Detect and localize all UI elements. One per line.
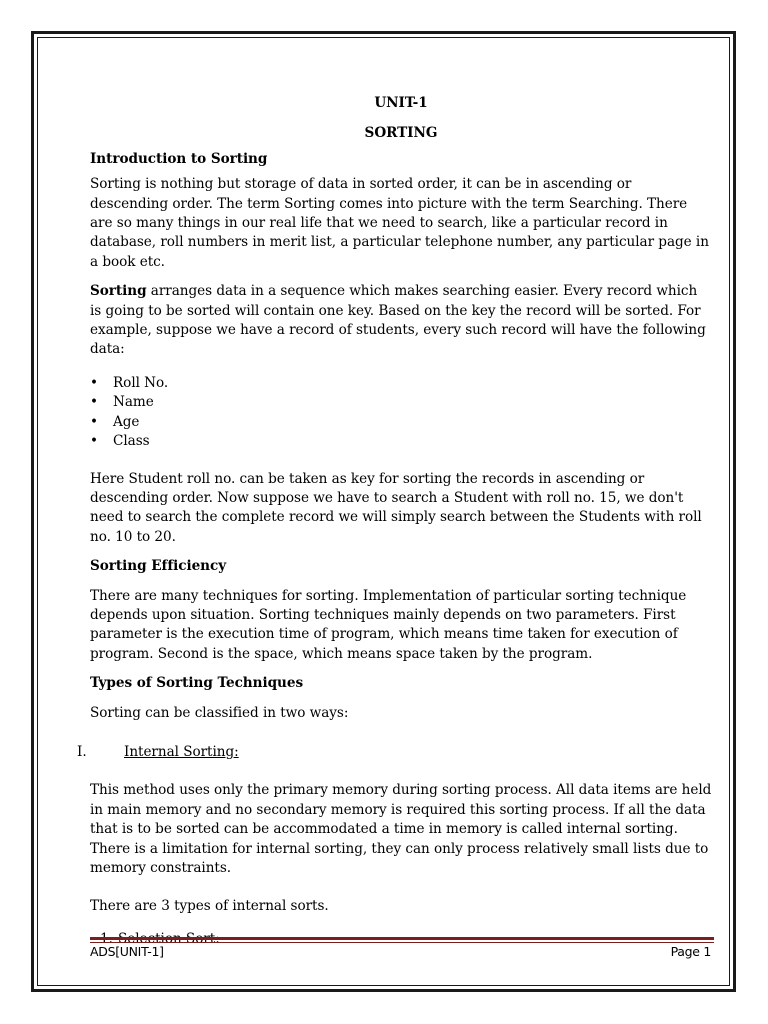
types-heading: Types of Sorting Techniques — [90, 675, 304, 692]
sorting-definition-text: arranges data in a sequence which makes searching easier. Every record which is going to be sorted will contain one key. Based on the key the record will be sorted. For example, suppose we have a record of students, every such record will have the following data: — [90, 283, 706, 358]
footer-page-number: Page 1 — [670, 944, 711, 959]
types-intro: Sorting can be classified in two ways: — [90, 704, 349, 721]
record-fields-list — [90, 374, 712, 452]
list-item: • Name — [90, 393, 712, 412]
document-title: SORTING — [364, 125, 438, 142]
section-internal-sorting — [77, 743, 712, 762]
internal-sorting-paragraph: This method uses only the primary memory during sorting process. All data items are held in main memory and no secondary memory is required this sorting process. If all the data that is to be sorted can be accommodated a time in memory is called internal sorting. There is a limitation for internal sorting, they can only process relatively small lists due to memory constraints. — [90, 782, 712, 876]
footer-rule-thin — [90, 942, 714, 943]
section-label: Internal Sorting: — [124, 743, 239, 760]
sorting-term: Sorting — [90, 283, 147, 300]
internal-sorts-count: There are 3 types of internal sorts. — [90, 898, 329, 915]
document-body — [77, 88, 712, 949]
efficiency-paragraph: There are many techniques for sorting. Implementation of particular sorting technique depends upon situation. Sorting techniques mainly depends on two parameters. First parameter is the execution time of program, which means time taken for execution of program. Second is the space, which means space taken by the program. — [90, 587, 687, 662]
roll-no-paragraph: Here Student roll no. can be taken as key for sorting the records in ascending or descending order. Now suppose we have to search a Student with roll no. 15, we don't need to search the complete record we will simply search between the Students with roll no. 10 to 20. — [90, 470, 702, 545]
list-item: • Class — [90, 432, 712, 451]
footer-doc-label: ADS[UNIT-1] — [90, 944, 164, 959]
list-item: • Roll No. — [90, 374, 712, 393]
intro-paragraph: Sorting is nothing but storage of data in sorted order, it can be in ascending or descending order. The term Sorting comes into picture with the term Searching. There are so many things in our real life that we need to search, like a particular record in database, roll numbers in merit list, a particular telephone number, any particular page in a book etc. — [90, 176, 709, 270]
sorting-definition-paragraph — [90, 282, 712, 360]
footer-rule-thick — [90, 937, 714, 940]
unit-title: UNIT-1 — [374, 95, 428, 111]
intro-heading: Introduction to Sorting — [90, 150, 268, 167]
list-item: • Age — [90, 413, 712, 432]
efficiency-heading: Sorting Efficiency — [90, 558, 227, 575]
section-number: I. — [77, 743, 87, 760]
